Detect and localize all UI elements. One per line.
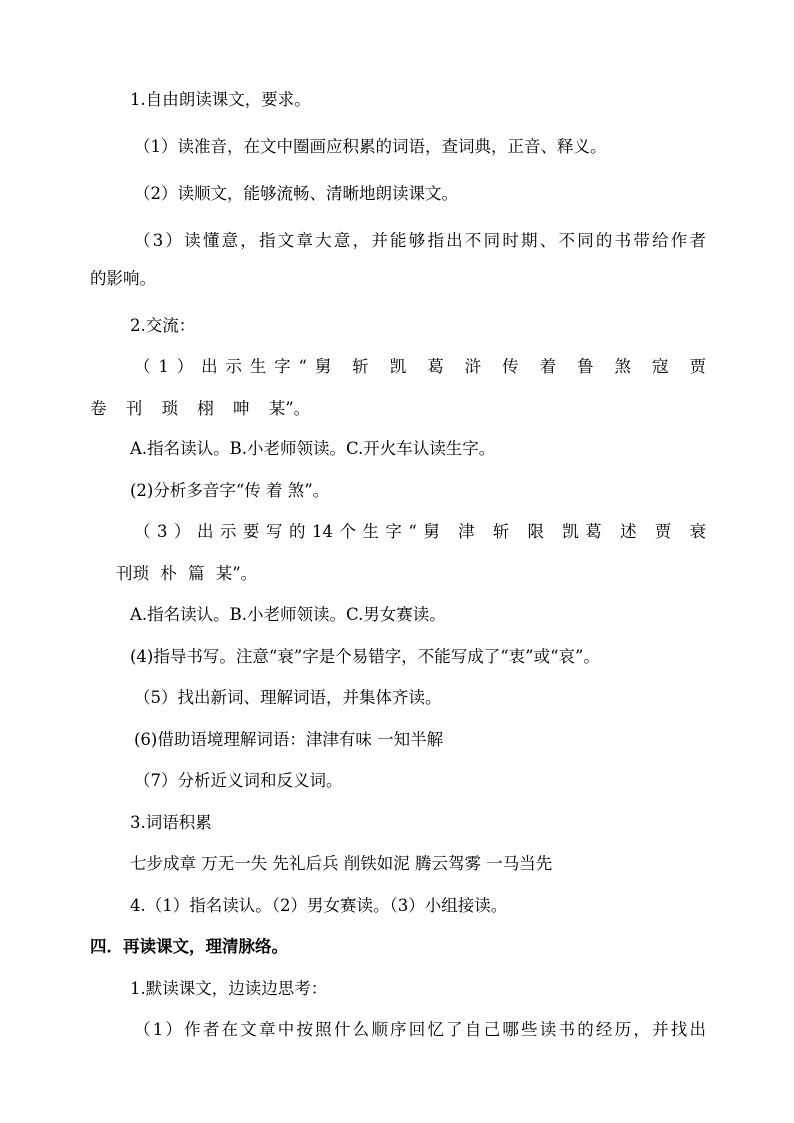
paragraph-line: （3）读懂意，指文章大意，并能够指出不同时期、不同的书带给作者 bbox=[134, 231, 706, 250]
paragraph-line: （5）找出新词、理解词语，并集体齐读。 bbox=[134, 688, 442, 707]
paragraph-line: （1）读准音，在文中圈画应积累的词语，查词典，正音、释义。 bbox=[134, 137, 607, 156]
paragraph-line: （2）读顺文，能够流畅、清晰地朗读课文。 bbox=[134, 184, 458, 203]
paragraph-line: (4)指导书写。注意“衰”字是个易错字，不能写成了“衷”或“哀”。 bbox=[130, 647, 600, 666]
paragraph-line: 七步成章 万无一失 先礼后兵 削铁如泥 腾云驾雾 一马当先 bbox=[130, 854, 553, 873]
section-heading: 四．再读课文，理清脉络。 bbox=[90, 937, 288, 956]
paragraph-line: A.指名读认。B.小老师领读。C.男女赛读。 bbox=[130, 605, 446, 624]
paragraph-line: 1.默读课文，边读边思考： bbox=[130, 979, 328, 998]
paragraph-line: （3）出示要写的14个生字“舅 津 斩 限 凯葛 述 贾 衰 bbox=[134, 522, 706, 541]
paragraph-line: 2.交流： bbox=[130, 316, 196, 335]
paragraph-line: 1.自由朗读课文，要求。 bbox=[130, 90, 311, 109]
paragraph-line: （7）分析近义词和反义词。 bbox=[134, 771, 343, 790]
paragraph-line: （1）作者在文章中按照什么顺序回忆了自己哪些读书的经历，并找出 bbox=[134, 1020, 706, 1039]
paragraph-line: 3.词语积累 bbox=[130, 813, 212, 832]
paragraph-line: A.指名读认。B.小老师领读。C.开火车认读生字。 bbox=[130, 439, 496, 458]
paragraph-line: (2)分析多音字“传 着 煞”。 bbox=[130, 481, 330, 500]
paragraph-line: 卷 刊 琐 栩 呻 某”。 bbox=[90, 399, 311, 418]
paragraph-line: 刊琐 朴 篇 某”。 bbox=[116, 564, 258, 583]
paragraph-line: (6)借助语境理解词语：津津有味 一知半解 bbox=[134, 730, 444, 749]
paragraph-line: （1）出示生字“舅 斩 凯 葛 浒 传 着 鲁 煞 寇 贾 bbox=[134, 357, 706, 376]
paragraph-line: 的影响。 bbox=[90, 269, 156, 288]
paragraph-line: 4.（1）指名读认。（2）男女赛读。（3）小组接读。 bbox=[130, 896, 508, 915]
